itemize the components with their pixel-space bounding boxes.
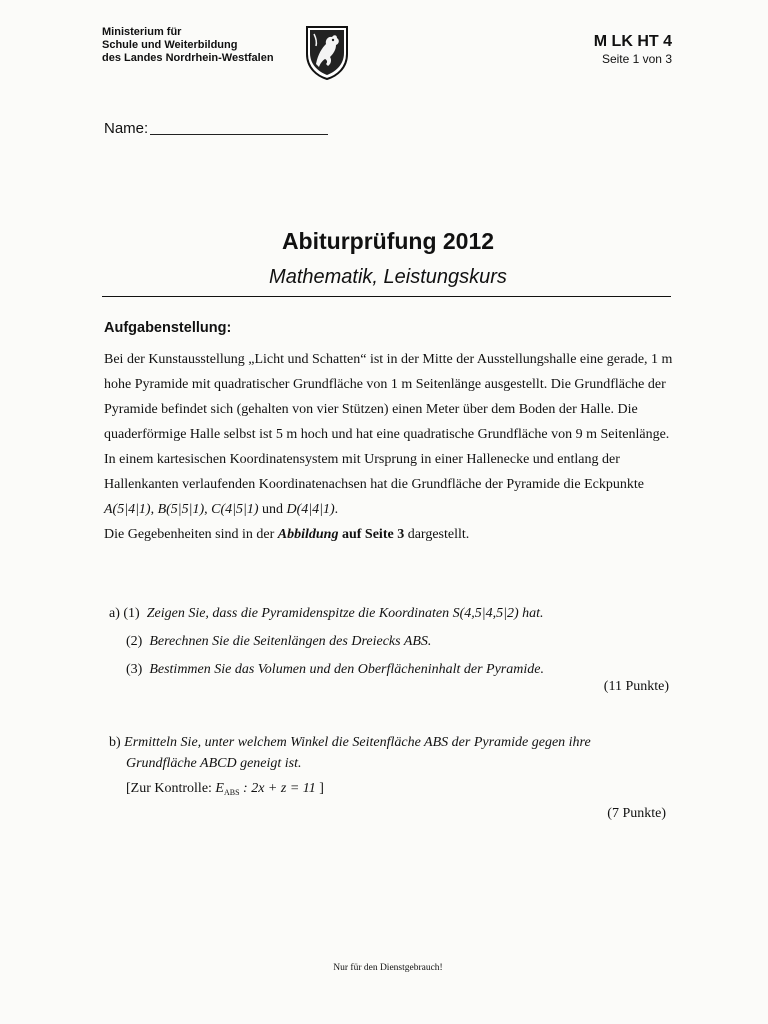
nrw-coat-of-arms-icon — [304, 24, 350, 80]
sep-und: und — [262, 502, 284, 517]
task-heading: Aufgabenstellung: — [104, 320, 232, 336]
task-a-item-1-tail: hat. — [522, 606, 544, 621]
point-b: B(5|5|1) — [157, 502, 205, 517]
task-b-text-1: Ermitteln Sie, unter welchem Winkel die Seitenfläche ABS der Pyramide gegen ihre — [124, 735, 591, 750]
exam-code-box — [594, 33, 672, 67]
control-eq: : 2x + z = 11 — [243, 781, 316, 796]
page-title: Abiturprüfung 2012 — [281, 228, 495, 254]
control-suffix: ] — [319, 781, 324, 796]
task-a-item-2-num: (2) — [126, 634, 143, 649]
name-field-line[interactable] — [150, 120, 328, 135]
sep-comma-2: , — [204, 502, 208, 517]
point-a: A(5|4|1) — [104, 502, 151, 517]
task-a-item-1-text: Zeigen Sie, dass die Pyramidenspitze die Koordinaten — [146, 606, 450, 621]
point-d: D(4|4|1) — [286, 502, 335, 517]
abbildung-ref: Abbildung — [277, 527, 339, 542]
task-b-control — [109, 778, 666, 803]
page-number: Seite 1 von 3 — [601, 52, 672, 66]
task-b-line-2 — [109, 753, 666, 774]
task-a-item-1-math: S(4,5|4,5|2) — [452, 606, 519, 621]
task-a-item-3-num: (3) — [126, 662, 143, 677]
task-a-item-1-num: (1) — [123, 606, 140, 621]
name-label: Name: — [104, 120, 149, 137]
end-period: . — [334, 502, 339, 517]
intro-paragraph-1: Bei der Kunstausstellung „Licht und Schatten“ ist in der Mitte der Ausstellungshalle eine gerade, 1 m hohe Pyramide mit quadratischer Grundfläche von 1 m Seitenlänge ausgestellt. Die Grundfläche der Pyramide befindet sich (gehalten von vier Stützen) einen Meter über dem Boden der Halle. Die quaderförmige Halle selbst ist 5 m hoch und hat eine quadratische Grundfläche von 9 m Seitenlänge. — [104, 352, 673, 442]
control-var: E — [215, 781, 224, 796]
task-b — [109, 732, 666, 823]
title-divider — [102, 296, 671, 297]
intro-p3-suffix: dargestellt. — [407, 527, 470, 542]
intro-p3-prefix: Die Gegebenheiten sind in der — [104, 527, 275, 542]
task-b-label: b) — [109, 735, 121, 750]
task-a-item-2-text: Berechnen Sie die Seitenlängen des Dreiecks ABS. — [149, 634, 432, 649]
intro-paragraph-2-text: In einem kartesischen Koordinatensystem mit Ursprung in einer Hallenecke und entlang der Hallenkanten verlaufenden Koordinatenachsen hat die Grundfläche der Pyramide die Eckpunkte — [104, 452, 644, 492]
ministry-line-3: des Landes Nordrhein-Westfalen — [102, 52, 274, 64]
task-b-points: (7 Punkte) — [607, 806, 666, 821]
page-ref: auf Seite 3 — [341, 527, 405, 542]
intro-paragraph-3 — [104, 522, 684, 547]
control-prefix: [Zur Kontrolle: — [126, 781, 212, 796]
task-a-item-1 — [109, 600, 669, 628]
task-a-label: a) — [109, 606, 120, 621]
task-b-text-2: Grundfläche ABCD geneigt ist. — [126, 756, 302, 771]
task-b-line-1 — [109, 732, 666, 753]
intro-text — [104, 347, 684, 547]
task-a-points: (11 Punkte) — [603, 679, 669, 694]
ministry-line-1: Ministerium für — [102, 26, 182, 38]
page-subtitle: Mathematik, Leistungskurs — [269, 266, 507, 288]
task-a — [109, 600, 669, 696]
task-a-item-3-text: Bestimmen Sie das Volumen und den Oberflächeninhalt der Pyramide. — [149, 662, 544, 677]
task-a-item-3 — [109, 656, 669, 684]
ministry-name — [102, 26, 274, 65]
task-a-item-2 — [109, 628, 669, 656]
name-row — [104, 120, 328, 137]
footer-note: Nur für den Dienstgebrauch! — [333, 963, 443, 973]
sep-comma-1: , — [150, 502, 155, 517]
ministry-line-2: Schule und Weiterbildung — [102, 39, 238, 51]
intro-paragraph-2 — [104, 447, 684, 522]
point-c: C(4|5|1) — [211, 502, 259, 517]
exam-code: M LK HT 4 — [593, 33, 672, 50]
control-sub: ABS — [223, 788, 240, 797]
